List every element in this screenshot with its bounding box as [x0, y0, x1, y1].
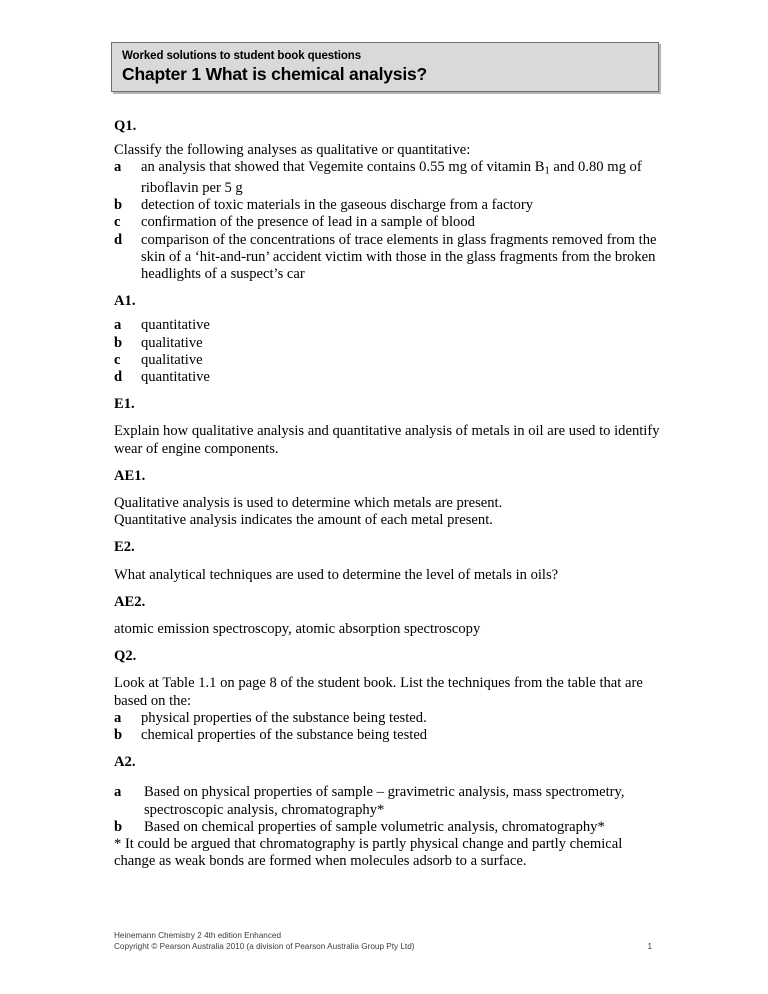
spacer: [114, 283, 660, 293]
list-item-text: chemical properties of the substance being tested: [141, 727, 428, 743]
spacer: [114, 413, 660, 423]
answer-body-ae1-line2: Quantitative analysis indicates the amount of each metal present.: [114, 512, 493, 529]
answer-body-ae2: atomic emission spectroscopy, atomic absorption spectroscopy: [114, 620, 481, 637]
question-label-e2: E2.: [114, 539, 135, 556]
spacer: [114, 386, 660, 396]
list-item: [114, 197, 660, 214]
answer-label-ae2: AE2.: [114, 593, 146, 610]
answer-label-a2: A2.: [114, 754, 136, 771]
answer-label-ae1: AE1.: [114, 467, 146, 484]
spacer: [114, 557, 660, 567]
list-item-letter: b: [114, 727, 123, 743]
question-label-e1: E1.: [114, 396, 135, 413]
header-subtitle: Worked solutions to student book questions: [122, 50, 362, 62]
spacer: [114, 529, 660, 539]
list-item-letter: a: [114, 317, 122, 334]
list-item-letter: d: [114, 368, 123, 385]
list-item-letter: a: [114, 159, 122, 176]
list-item-letter: b: [114, 334, 123, 351]
question-list-q2: [114, 710, 660, 744]
list-item-text-post: and 0.80 mg of riboflavin per 5 g: [141, 159, 642, 196]
answer-list-a2: [114, 784, 660, 836]
list-item-text: confirmation of the presence of lead in a sample of blood: [141, 214, 475, 231]
list-item: [114, 819, 660, 836]
answer-list-a1: [114, 317, 660, 386]
spacer: [114, 611, 660, 621]
list-item-text: qualitative: [141, 334, 203, 351]
question-label-q2: Q2.: [114, 648, 137, 665]
spacer: [114, 771, 660, 784]
list-item: [114, 352, 660, 369]
spacer: [114, 310, 660, 317]
answer-footnote-a2: * It could be argued that chromatography is partly physical change and partly chemical change as weak bonds are formed when molecules adsorb to a surface.: [114, 836, 623, 870]
list-item-letter: a: [114, 784, 122, 801]
list-item-text-pre: an analysis that showed that Vegemite contains 0.55 mg of vitamin B: [141, 159, 545, 176]
list-item-letter: a: [114, 709, 122, 726]
list-item-text: qualitative: [141, 351, 203, 368]
answer-label-a1: A1.: [114, 293, 136, 310]
list-item: [114, 335, 660, 352]
list-item-text: comparison of the concentrations of trace elements in glass fragments removed from the skin of a ‘hit-and-run’ accident victim with those in the glass fragments from the broken headlights of a suspect’s car: [141, 231, 657, 282]
answer-body-ae1-line1: Qualitative analysis is used to determine which metals are present.: [114, 494, 503, 511]
spacer: [114, 458, 660, 468]
list-item-text: physical properties of the substance being tested.: [141, 709, 427, 726]
list-item-text: quantitative: [141, 317, 210, 334]
spacer: [114, 744, 660, 754]
list-item-text: [141, 159, 642, 196]
question-body-e2: What analytical techniques are used to determine the level of metals in oils?: [114, 566, 559, 583]
list-item: [114, 317, 660, 334]
spacer: [114, 485, 660, 495]
list-item-letter: b: [114, 818, 123, 835]
list-item-text: quantitative: [141, 368, 210, 385]
question-stem-q1: Classify the following analyses as qualitative or quantitative:: [114, 142, 471, 159]
spacer: [114, 135, 660, 142]
question-body-e1: Explain how qualitative analysis and quantitative analysis of metals in oil are used to identify wear of engine components.: [114, 423, 660, 457]
page-number: 1: [647, 942, 652, 952]
chapter-header-box: [111, 42, 659, 92]
chapter-header-inner: [112, 43, 658, 85]
footer-title-line: Heinemann Chemistry 2 4th edition Enhanced: [114, 931, 282, 940]
list-item: [114, 232, 660, 284]
question-stem-q2: Look at Table 1.1 on page 8 of the student book. List the techniques from the table that are based on the:: [114, 675, 643, 709]
footer-copyright-line: Copyright © Pearson Australia 2010 (a division of Pearson Australia Group Pty Ltd): [114, 942, 415, 952]
list-item: [114, 784, 660, 818]
list-item-letter: c: [114, 351, 121, 368]
spacer: [114, 665, 660, 675]
page-footer: [114, 930, 660, 953]
spacer: [114, 638, 660, 648]
list-item-text: Based on chemical properties of sample volumetric analysis, chromatography*: [144, 818, 605, 835]
question-list-q1: [114, 159, 660, 283]
spacer: [114, 584, 660, 594]
list-item-letter: b: [114, 197, 123, 214]
list-item-text: Based on physical properties of sample – gravimetric analysis, mass spectrometry, spectroscopic analysis, chromatography*: [144, 784, 625, 818]
document-body: [114, 118, 660, 870]
page-title: Chapter 1 What is chemical analysis?: [122, 64, 427, 84]
list-item: [114, 214, 660, 231]
list-item: [114, 727, 660, 744]
list-item: [114, 159, 660, 197]
list-item-letter: d: [114, 231, 123, 248]
list-item-text: detection of toxic materials in the gaseous discharge from a factory: [141, 197, 534, 214]
question-label-q1: Q1.: [114, 118, 137, 134]
list-item-letter: c: [114, 214, 121, 231]
subscript: 1: [544, 165, 550, 177]
list-item: [114, 369, 660, 386]
list-item: [114, 710, 660, 727]
